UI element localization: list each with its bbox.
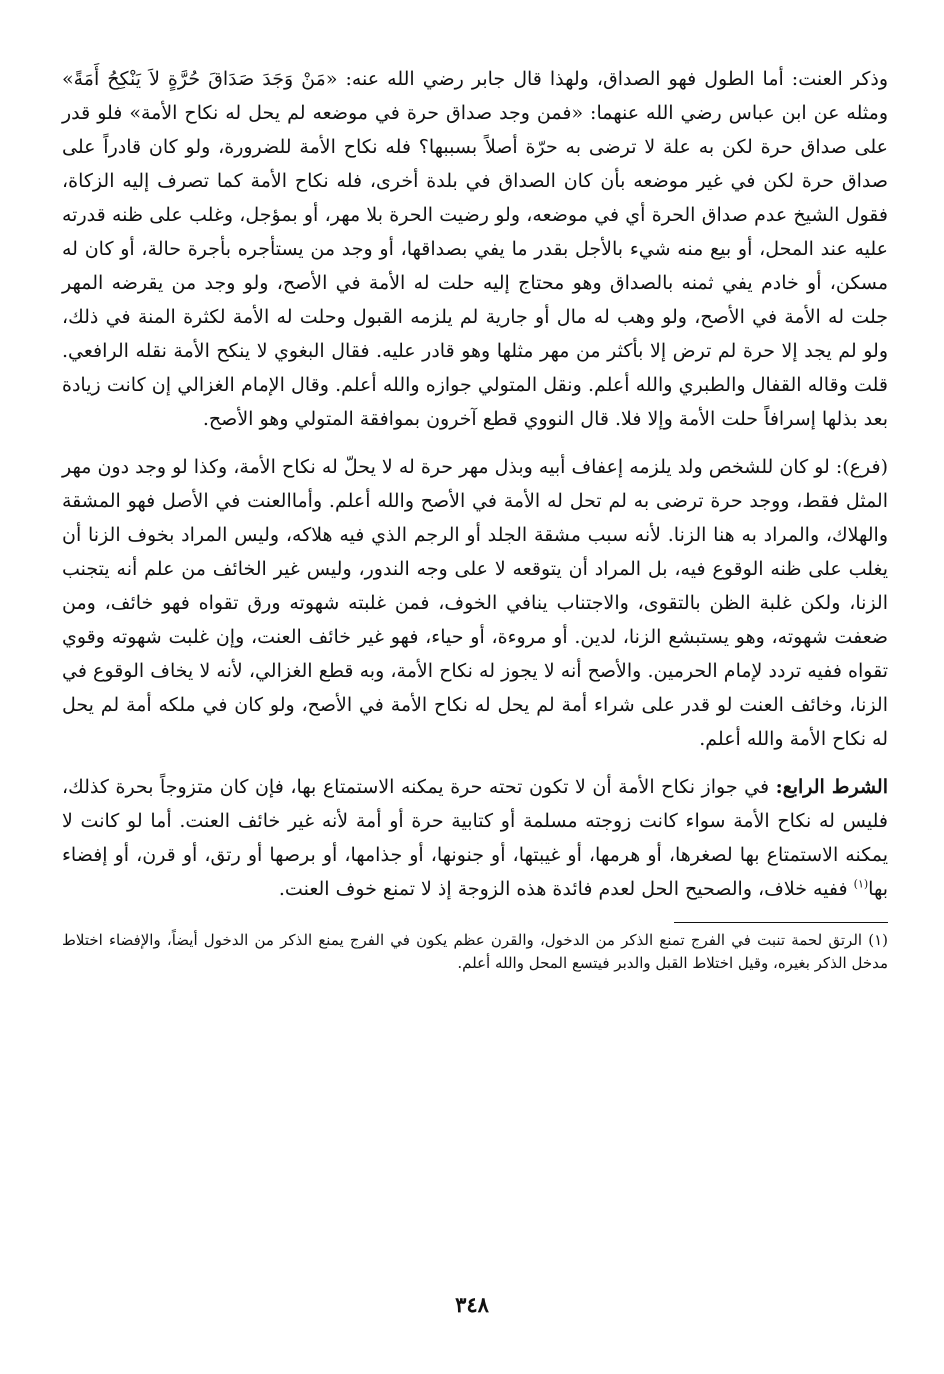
- paragraph-fourth-condition: [62, 770, 888, 906]
- page-number: ٣٤٨: [455, 1292, 489, 1317]
- main-text: [62, 62, 888, 906]
- paragraph-text: وذكر العنت: أما الطول فهو الصداق، ولهذا قال جابر رضي الله عنه: «مَنْ وَجَدَ صَدَاقَ حُرَّةٍ لاَ يَنْكِحُ أَمَةً» ومثله عن ابن عباس رضي الله عنهما: «فمن وجد صداق حرة في موضعه لم يحل له نكاح الأمة» فلو قدر على صداق حرة لكن به علة لا ترضى به حرّة أصلاً بسببها؟ فله نكاح الأمة للضرورة، ولو كان قادراً على صداق حرة لكن في غير موضعه بأن كان الصداق في بلدة أخرى، فله نكاح الأمة كما تصرف إليه الزكاة، فقول الشيخ عدم صداق الحرة أي في موضعه، ولو رضيت الحرة بلا مهر، أو بمؤجل، وغلب على ظنه قدرته عليه عند المحل، أو بيع منه شيء بالأجل بقدر ما يفي بصداقها، أو وجد من يستأجره بأجرة حالة، أو كان له مسكن، أو خادم يفي ثمنه بالصداق وهو محتاج إليه حلت له الأمة في الأصح، ولو وجد من يقرضه المهر جلت له الأمة في الأصح، ولو وهب له مال أو جارية لم يلزمه القبول وحلت له الأمة لكثرة المنة في ذلك، ولو لم يجد إلا حرة لم ترض إلا بأكثر من مهر مثلها وهو قادر عليه. فقال البغوي لا ينكح الأمة نقله الرافعي. قلت وقاله القفال والطبري والله أعلم. ونقل المتولي جوازه والله أعلم. وقال الإمام الغزالي إن كانت زيادة بعد بذلها إسرافاً حلت الأمة وإلا فلا. قال النووي قطع آخرون بموافقة المتولي وهو الأصح.: [62, 68, 888, 430]
- footnote-divider: [674, 922, 888, 923]
- paragraph-text-continued: ففيه خلاف، والصحيح الحل لعدم فائدة هذه الزوجة إذ لا تمنع خوف العنت.: [278, 878, 854, 900]
- footnote-reference: (١): [853, 877, 869, 891]
- paragraph-tenant-definition: [62, 62, 888, 436]
- paragraph-lead: الشرط الرابع:: [775, 776, 888, 798]
- paragraph-text: (فرع): لو كان للشخص ولد يلزمه إعفاف أبيه وبذل مهر حرة له لا يحلّ له نكاح الأمة، وكذا لو وجد دون مهر المثل فقط، ووجد حرة ترضى به لم تحل له الأمة في الأصح والله أعلم. وأماالعنت في الأصل فهو المشقة والهلاك، والمراد به هنا الزنا. لأنه سبب مشقة الجلد أو الرجم الذي فيه هلاكه، وليس المراد بخوف الزنا أن يغلب على ظنه الوقوع فيه، بل المراد أن يتوقعه لا على وجه الندور، وليس غير الخائف من علم أنه يتجنب الزنا، ولكن غلبة الظن بالتقوى، والاجتناب ينافي الخوف، فمن غلبته شهوته ورق تقواه فهو خائف، ومن ضعفت شهوته، وهو يستبشع الزنا، لدين. أو مروءة، أو حياء، فهو غير خائف العنت، وإن غلبت شهوته وقوي تقواه ففيه تردد لإمام الحرمين. والأصح أنه لا يجوز له نكاح الأمة، وبه قطع الغزالي، لأنه لا يخاف الوقوع في الزنا، وخائف العنت لو قدر على شراء أمة لم يحل له نكاح الأمة في الأصح، ولو كان في ملكه أمة لم يحل له نكاح الأمة والله أعلم.: [62, 456, 888, 750]
- footnote: (١) الرتق لحمة تنبت في الفرج تمنع الذكر من الدخول، والقرن عظم يكون في الفرج يمنع الذكر من الدخول أيضاً، والإفضاء اختلاط مدخل الذكر بغيره، وقيل اختلاط القبل والدبر فيتسع المحل والله أعلم.: [62, 931, 888, 972]
- paragraph-text: في جواز نكاح الأمة أن لا تكون تحته حرة يمكنه الاستمتاع بها، فإن كان متزوجاً بحرة كذلك، فليس له نكاح الأمة سواء كانت زوجته مسلمة أو كتابية حرة أو أمة لأنه غير خائف العنت. أما لو كانت لا يمكنه الاستمتاع بها لصغرها، أو هرمها، أو غيبتها، أو جنونها، أو جذامها، أو برصها أو رتق، أو قرن، أو إفضاء بها: [62, 776, 888, 900]
- paragraph-branch: [62, 450, 888, 756]
